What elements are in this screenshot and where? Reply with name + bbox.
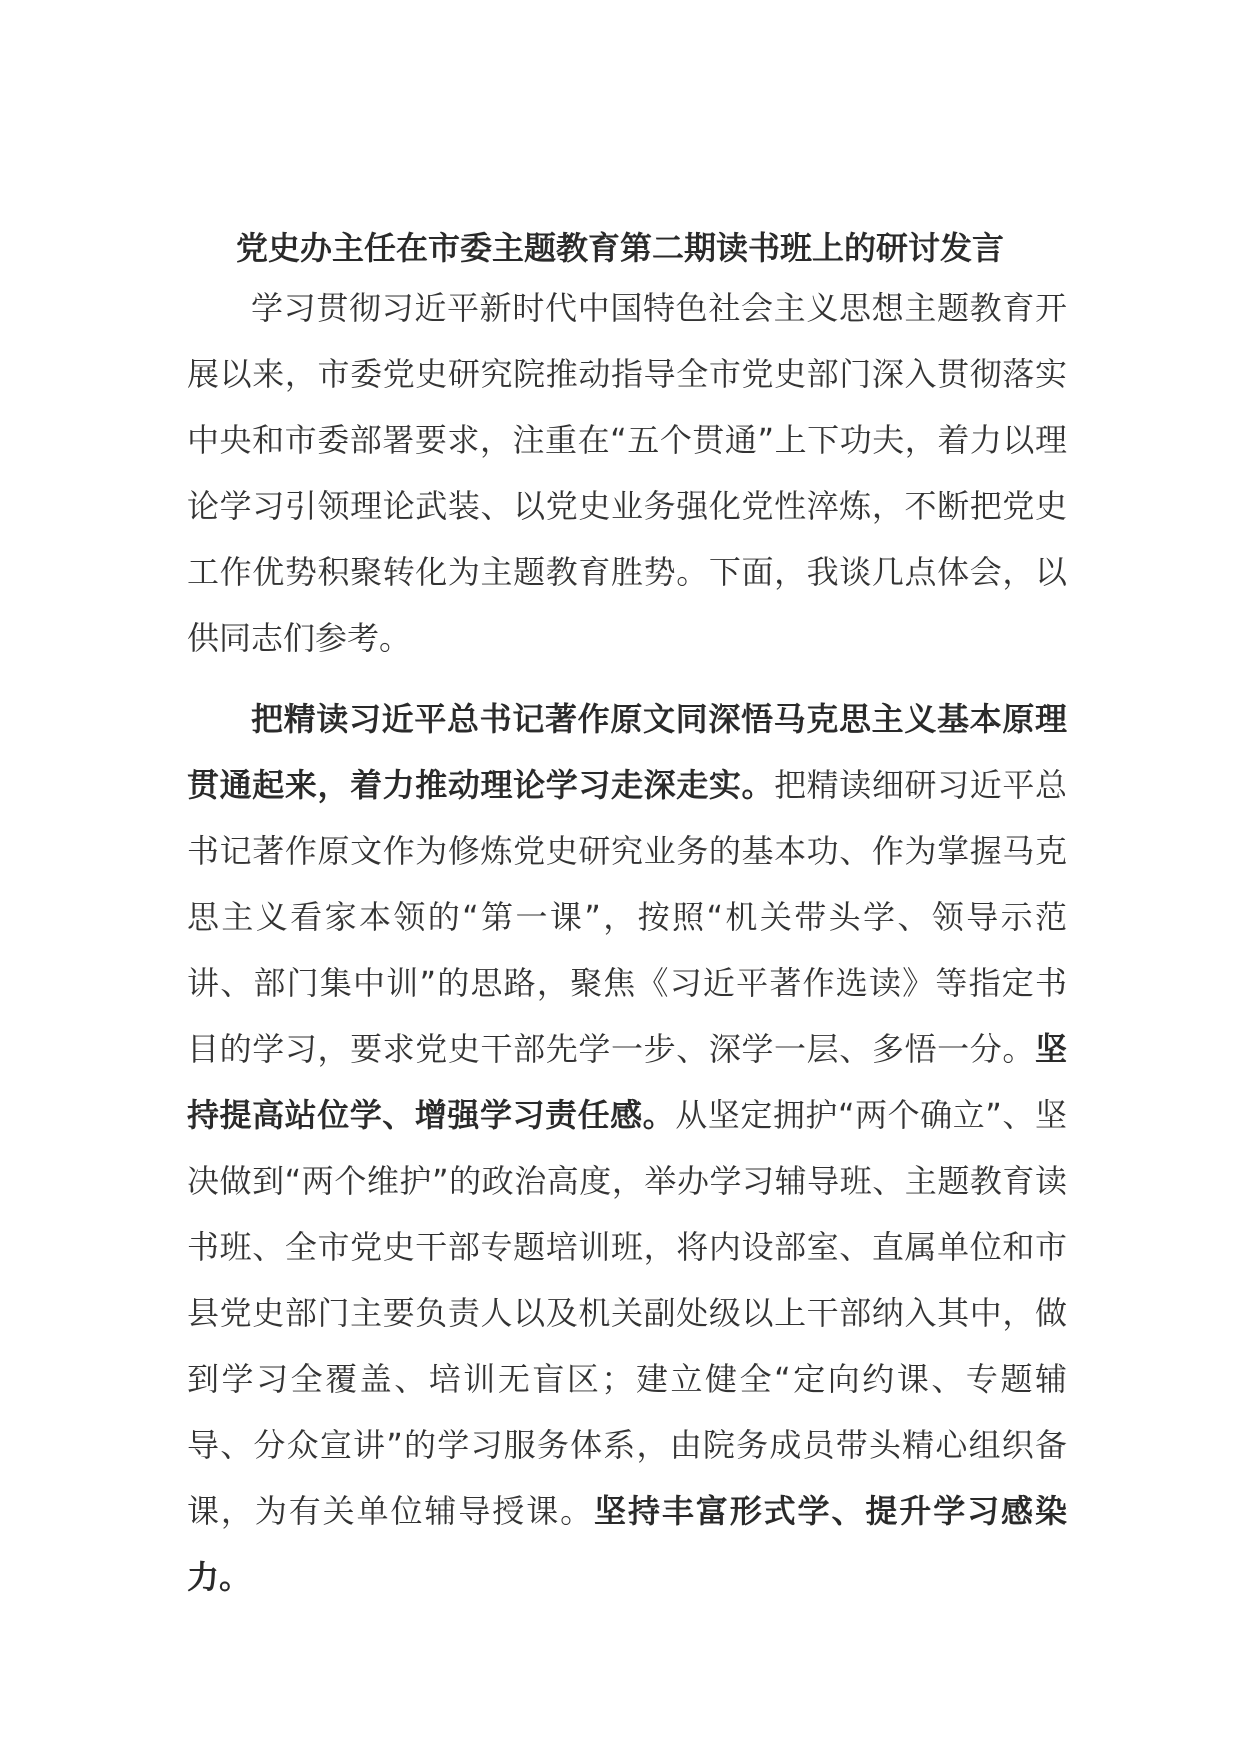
section-body-1: 把精读细研习近平总书记著作原文作为修炼党史研究业务的基本功、作为掌握马克思主义看家本领的“第一课”，按照“机关带头学、领导示范讲、部门集中训”的思路，聚焦《习近平著作选读》等指定书目的学习，要求党史干部先学一步、深学一层、多悟一分。 bbox=[187, 766, 1067, 1068]
section-point-2: 坚持丰富形式学、提升学习感染力。 bbox=[187, 1492, 1067, 1596]
section-point-1: 坚持提高站位学、增强学习责任感。 bbox=[187, 1030, 1067, 1134]
document-title: 党史办主任在市委主题教育第二期读书班上的研讨发言 bbox=[235, 229, 1004, 268]
section-paragraph bbox=[187, 686, 1067, 1610]
section-body-2: 从坚定拥护“两个确立”、坚决做到“两个维护”的政治高度，举办学习辅导班、主题教育读书班、全市党史干部专题培训班，将内设部室、直属单位和市县党史部门主要负责人以及机关副处级以上干部纳入其中，做到学习全覆盖、培训无盲区；建立健全“定向约课、专题辅导、分众宣讲”的学习服务体系，由院务成员带头精心组织备课，为有关单位辅导授课。 bbox=[187, 1096, 1067, 1530]
section-heading: 把精读习近平总书记著作原文同深悟马克思主义基本原理贯通起来，着力推动理论学习走深走实。 bbox=[187, 700, 1067, 804]
intro-paragraph: 学习贯彻习近平新时代中国特色社会主义思想主题教育开展以来，市委党史研究院推动指导全市党史部门深入贯彻落实中央和市委部署要求，注重在“五个贯通”上下功夫，着力以理论学习引领理论武装、以党史业务强化党性淬炼，不断把党史工作优势积聚转化为主题教育胜势。下面，我谈几点体会，以供同志们参考。 bbox=[187, 289, 1067, 657]
